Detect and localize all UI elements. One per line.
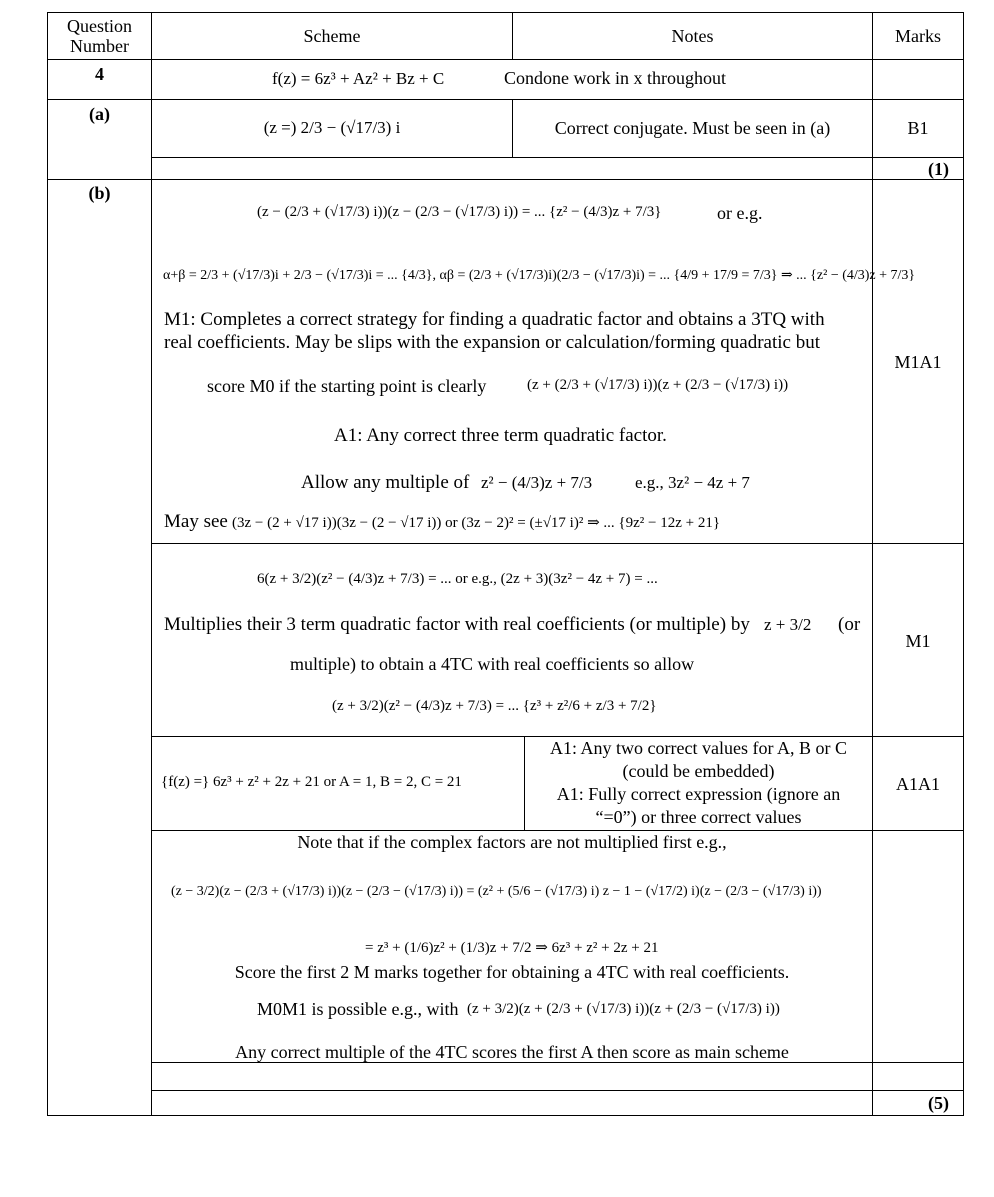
part-a-total: (1): [928, 159, 949, 179]
header-marks: Marks: [895, 25, 941, 46]
a1-note-line3: A1: Fully correct expression (ignore an: [556, 784, 841, 804]
score-note: Score the first 2 M marks together for obtaining a 4TC with real coefficients.: [234, 962, 790, 982]
part-b-total: (5): [928, 1093, 949, 1113]
a1-note-line1: A1: Any two correct values for A, B or C: [550, 738, 847, 758]
complex-factors-note: Note that if the complex factors are not multiplied first e.g.,: [297, 832, 727, 852]
m0m1-note: M0M1 is possible e.g., with: [257, 999, 459, 1019]
m1-multiply-text: Multiplies their 3 term quadratic factor with real coefficients (or multiple) by: [164, 614, 750, 635]
header-notes: Notes: [671, 25, 714, 46]
multiple-note: Any correct multiple of the 4TC scores the first A then score as main scheme: [235, 1042, 789, 1062]
m0m1-expression: (z + 3/2)(z + (2/3 + (√17/3) i))(z + (2/3 − (√17/3) i)): [467, 1001, 780, 1017]
part-a-mark: B1: [907, 118, 929, 138]
a1-note-line4: “=0”) or three correct values: [595, 807, 802, 827]
part-b-mark-m1a1: M1A1: [894, 352, 942, 372]
complex-factors-expansion: (z − 3/2)(z − (2/3 + (√17/3) i))(z − (2/3 − (√17/3) i)) = (z² + (5/6 − (√17/3) i) z − 1 − (√17/2) i)(z − (2/3 − (√17/3) i)): [171, 884, 822, 899]
allow-text: Allow any multiple of: [301, 472, 470, 493]
part-b-mark-a1a1: A1A1: [896, 774, 940, 794]
sum-product-roots: α+β = 2/3 + (√17/3)i + 2/3 − (√17/3)i = ... {4/3}, αβ = (2/3 + (√17/3)i)(2/3 − (√17/3)i) = ... {4/9 + 17/9 = 7/3} ⇒ ... {z² − (4/3)z + 7/3}: [163, 268, 916, 283]
may-see-expression: (3z − (2 + √17 i))(3z − (2 − √17 i)) or (3z − 2)² = (±√17 i)² ⇒ ... {9z² − 12z + 21}: [232, 515, 721, 531]
mark-scheme-table: [47, 12, 964, 1116]
allow-example: e.g., 3z² − 4z + 7: [635, 473, 750, 492]
part-b-label: (b): [88, 183, 111, 203]
m0-starting-point: (z + (2/3 + (√17/3) i))(z + (2/3 − (√17/3) i)): [527, 377, 789, 393]
table-border-left: [47, 12, 48, 1116]
row-divider: [151, 157, 964, 158]
condone-note: Condone work in x throughout: [504, 68, 726, 88]
allowed-cubic: (z + 3/2)(z² − (4/3)z + 7/3) = ... {z³ + z²/6 + z/3 + 7/2}: [332, 698, 657, 714]
m1-multiply-text-2: multiple) to obtain a 4TC with real coefficients so allow: [290, 654, 695, 674]
row-divider: [151, 736, 964, 737]
question-number: 4: [95, 64, 104, 84]
part-b-mark-m1: M1: [905, 631, 931, 651]
header-scheme: Scheme: [303, 25, 361, 46]
row-divider: [47, 179, 964, 180]
column-divider: [872, 12, 873, 1116]
or-eg-text: or e.g.: [717, 203, 763, 223]
part-a-conjugate: (z =) 2/3 − (√17/3) i: [263, 118, 401, 137]
part-a-note: Correct conjugate. Must be seen in (a): [554, 118, 831, 138]
table-border-bottom: [47, 1115, 964, 1116]
final-cubic: {f(z) =} 6z³ + z² + 2z + 21 or A = 1, B = 2, C = 21: [161, 774, 462, 790]
header-question-number: Question Number: [67, 15, 132, 56]
a1-description: A1: Any correct three term quadratic factor.: [334, 425, 667, 446]
or-text: (or: [838, 614, 861, 635]
quadratic-factor-method: (z − (2/3 + (√17/3) i))(z − (2/3 − (√17/3) i)) = ... {z² − (4/3)z + 7/3}: [257, 204, 662, 220]
table-border-right: [963, 12, 964, 1116]
row-divider: [151, 1090, 964, 1091]
row-divider: [151, 543, 964, 544]
cubic-expansion: 6(z + 3/2)(z² − (4/3)z + 7/3) = ... or e.g., (2z + 3)(3z² − 4z + 7) = ...: [257, 571, 658, 587]
complex-factors-result: = z³ + (1/6)z² + (1/3)z + 7/2 ⇒ 6z³ + z² + 2z + 21: [365, 940, 659, 956]
header-divider: [47, 59, 964, 60]
a1-note-line2: (could be embedded): [622, 761, 775, 781]
row-divider: [47, 99, 964, 100]
row-divider: [151, 830, 964, 831]
linear-factor: z + 3/2: [764, 615, 812, 634]
column-divider: [151, 12, 152, 1116]
m1-description-line1: M1: Completes a correct strategy for finding a quadratic factor and obtains a 3TQ with: [164, 309, 825, 330]
m1-description-line3: score M0 if the starting point is clearly: [207, 376, 487, 396]
function-definition: f(z) = 6z³ + Az² + Bz + C: [272, 69, 445, 88]
allow-expression: z² − (4/3)z + 7/3: [481, 473, 593, 492]
may-see-text: May see: [164, 511, 228, 532]
part-a-label: (a): [89, 104, 110, 124]
m1-description-line2: real coefficients. May be slips with the expansion or calculation/forming quadratic but: [164, 332, 821, 353]
